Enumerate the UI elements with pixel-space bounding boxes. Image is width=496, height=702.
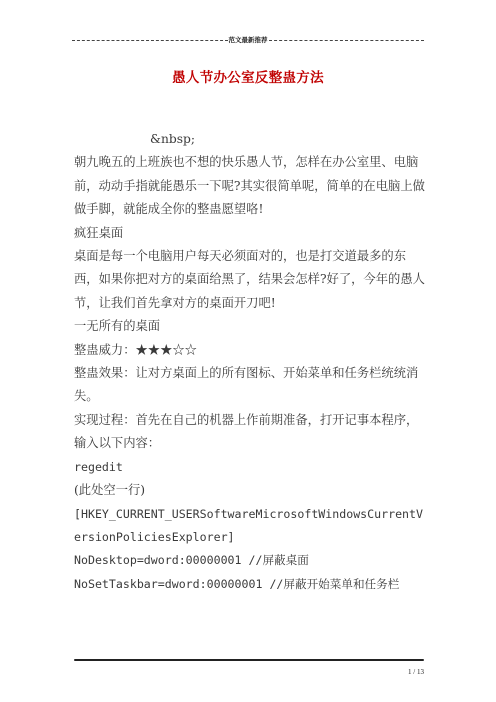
header-divider [72,36,424,44]
subsection-heading: 一无所有的桌面 [74,319,161,334]
footer-divider [74,659,424,661]
page-number: 1 / 13 [408,668,424,676]
header-dash-left [72,40,228,41]
prank-power-rating: 整蛊威力：★★★☆☆ [74,342,197,357]
code-line-nosettaskbar: NoSetTaskbar=dword:00000001 //屏蔽开始菜单和任务栏 [74,576,400,591]
code-line-registry-key: [HKEY_CURRENT_USERSoftwareMicrosoftWindowsCurrentVersionPoliciesExplorer] [74,506,424,544]
code-line-nodesktop: NoDesktop=dword:00000001 //屏蔽桌面 [74,553,309,568]
document-body [74,128,426,596]
document-title: 愚人节办公室反整蛊方法 [172,70,324,86]
implementation-steps: 实现过程：首先在自己的机器上作前期准备，打开记事本程序，输入以下内容： [74,412,419,451]
prank-effect: 整蛊效果：让对方桌面上的所有图标、开始菜单和任务栏统统消失。 [74,366,419,404]
nbsp-line: &nbsp; [150,132,196,146]
code-line-regedit: regedit [74,459,123,474]
intro-paragraph: 朝九晚五的上班族也不想的快乐愚人节，怎样在办公室里、电脑前，动动手指就能愚乐一下呢?其实很简单呢，简单的在电脑上做做手脚，就能成全你的整蛊愿望咯! [74,155,425,217]
blank-line-note: (此处空一行) [74,483,146,498]
section-heading: 疯狂桌面 [74,225,124,240]
header-label: 范文最新推荐 [228,36,268,44]
section-intro-paragraph: 桌面是每一个电脑用户每天必须面对的，也是打交道最多的东西，如果你把对方的桌面给黑了，结果会怎样?好了，今年的愚人节，让我们首先拿对方的桌面开刀吧! [74,249,425,310]
header-dash-right [269,40,425,41]
